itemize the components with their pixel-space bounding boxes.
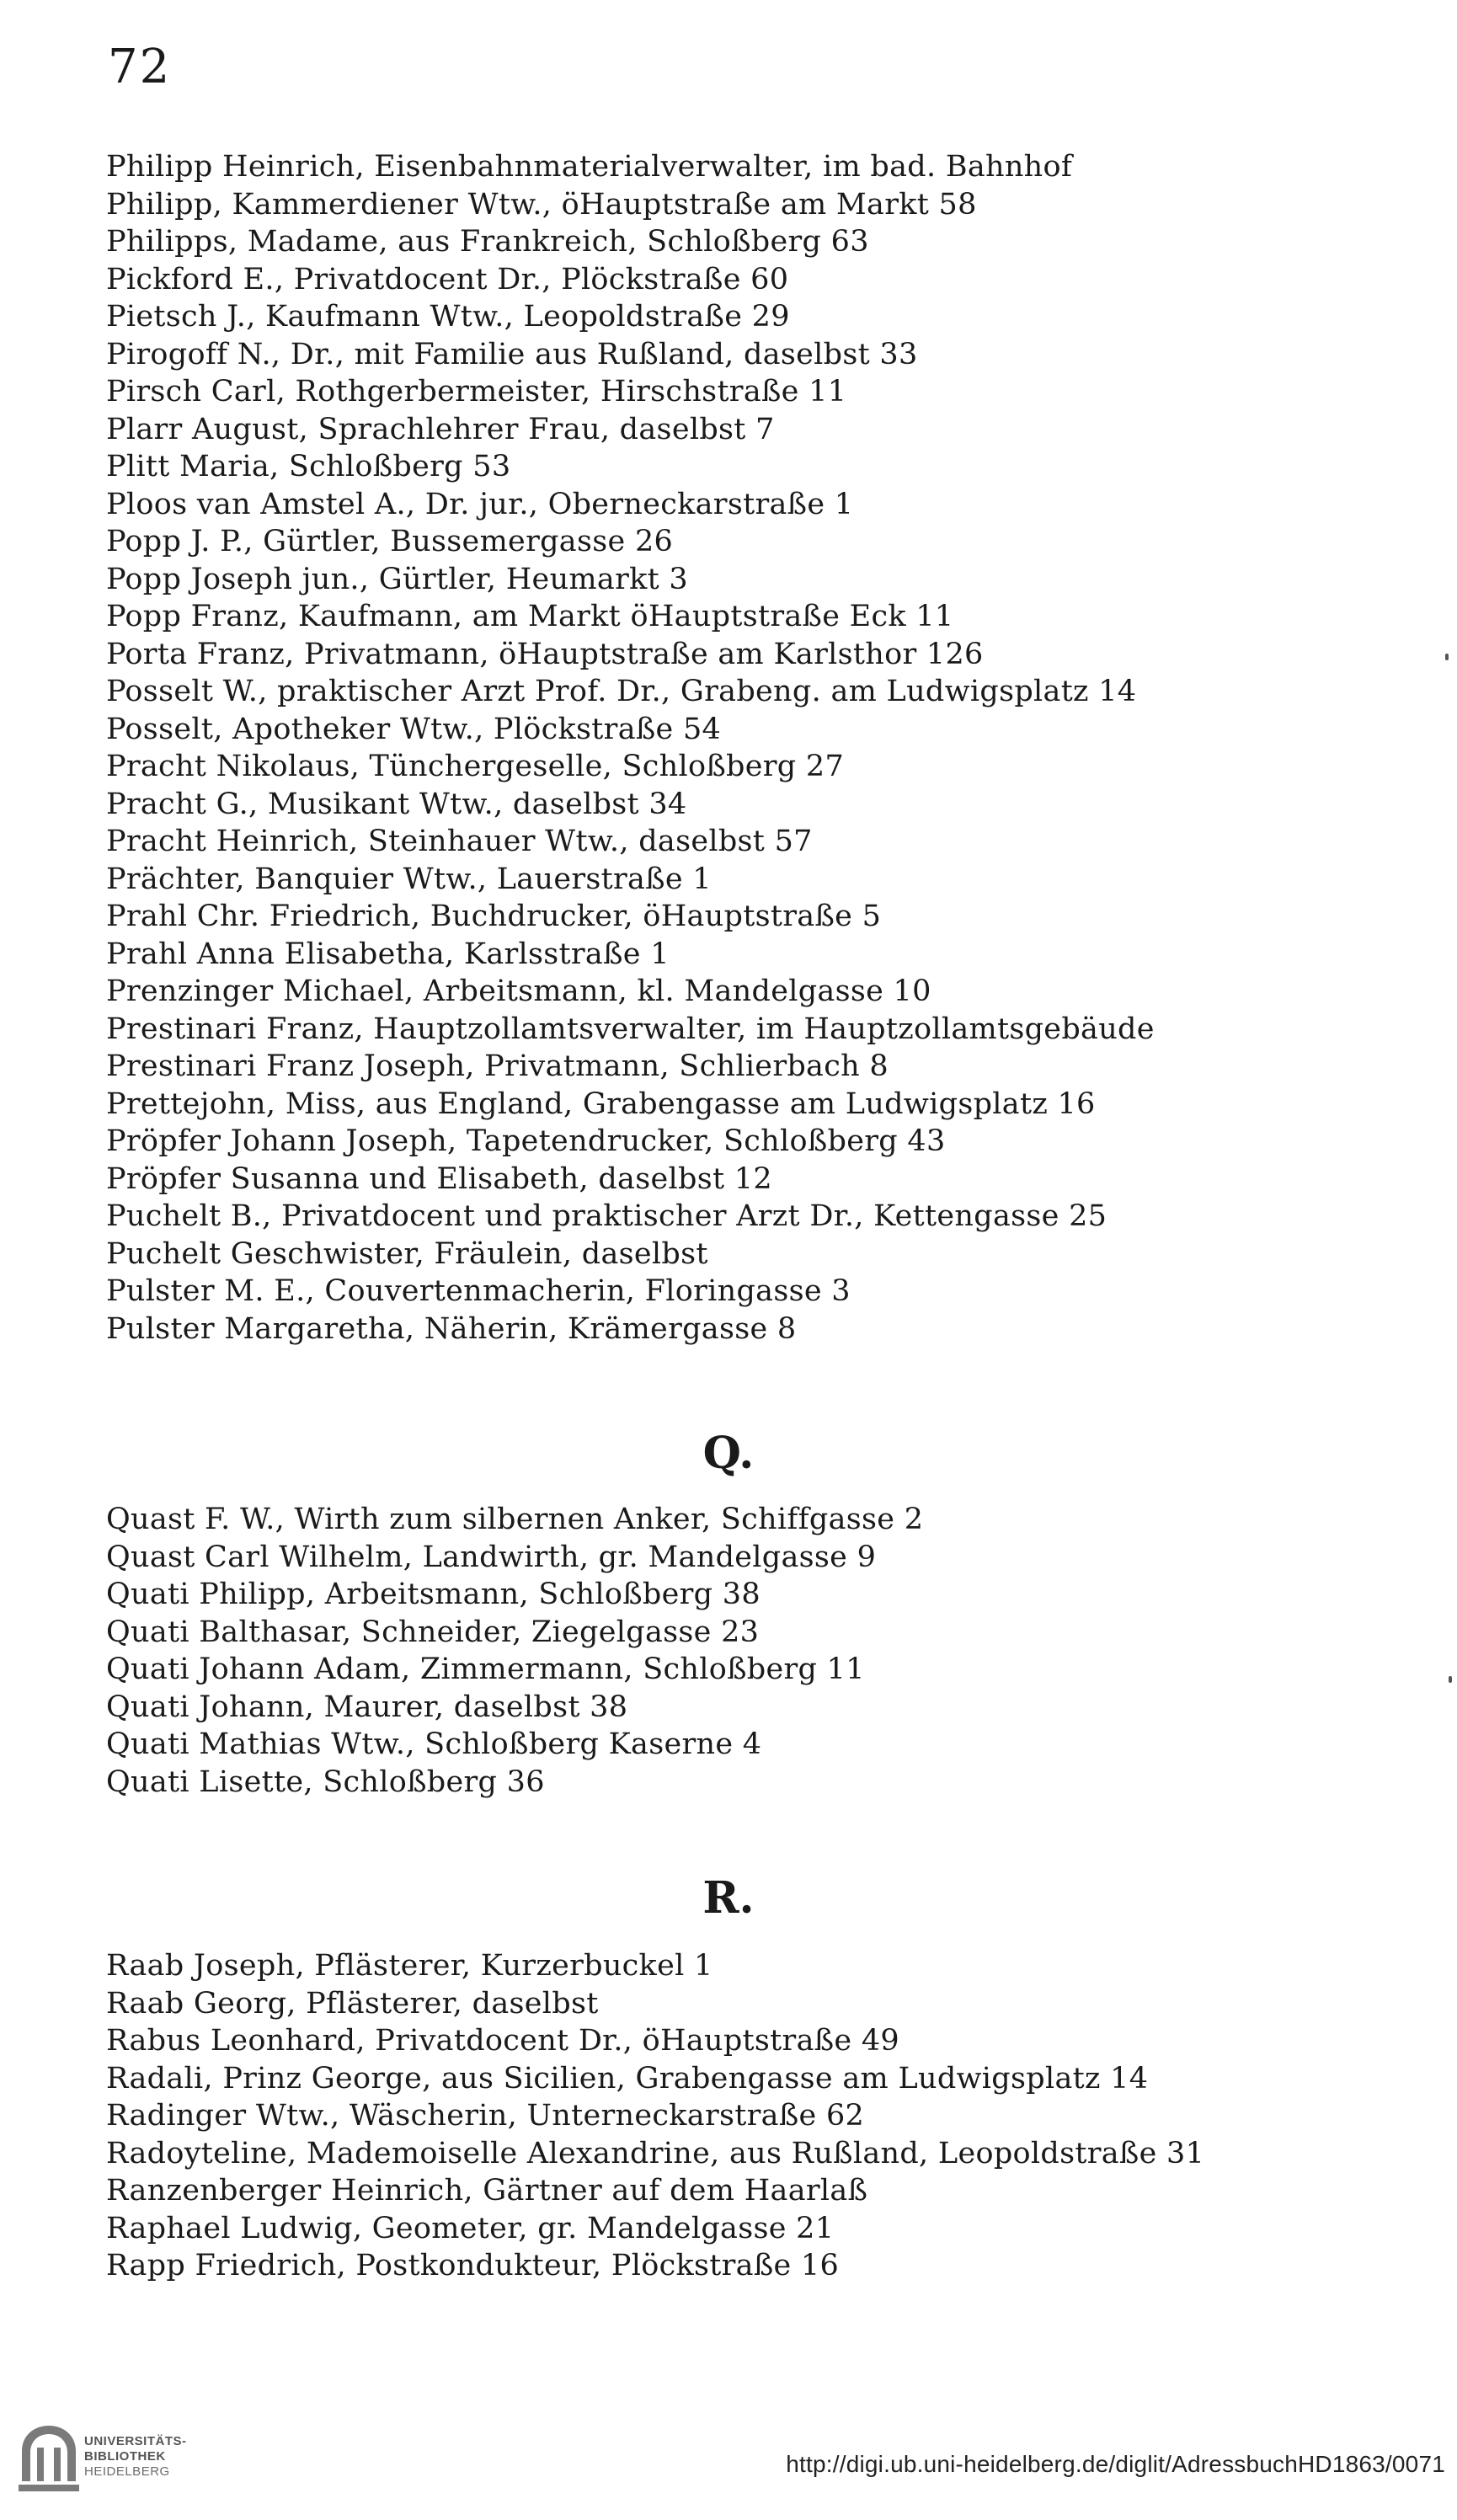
directory-entry: Prestinari Franz Joseph, Privatmann, Schlierbach 8 (106, 1049, 889, 1083)
section-q-list (106, 1501, 1344, 1801)
directory-entry: Puchelt Geschwister, Fräulein, daselbst (106, 1236, 708, 1271)
directory-entry: Ploos van Amstel A., Dr. jur., Oberneckarstraße 1 (106, 487, 854, 521)
directory-entry: Quati Johann Adam, Zimmermann, Schloßberg 11 (106, 1652, 865, 1686)
section-heading-q: Q. (702, 1428, 755, 1479)
directory-entry: Puchelt B., Privatdocent und praktischer Arzt Dr., Kettengasse 25 (106, 1199, 1107, 1233)
directory-entry: Porta Franz, Privatmann, öHauptstraße am Karlsthor 126 (106, 637, 984, 671)
footer (0, 2416, 1457, 2508)
directory-entry: Posselt W., praktischer Arzt Prof. Dr., Grabeng. am Ludwigsplatz 14 (106, 675, 1137, 708)
print-speck (1445, 654, 1449, 660)
directory-entry: Pickford E., Privatdocent Dr., Plöckstraße 60 (106, 262, 789, 296)
directory-entry: Quast F. W., Wirth zum silbernen Anker, Schiffgasse 2 (106, 1503, 924, 1536)
directory-entry: Popp Franz, Kaufmann, am Markt öHauptstraße Eck 11 (106, 600, 954, 633)
directory-entry: Quati Mathias Wtw., Schloßberg Kaserne 4 (106, 1727, 762, 1761)
directory-entry: Pracht G., Musikant Wtw., daselbst 34 (106, 787, 687, 821)
directory-entry: Rabus Leonhard, Privatdocent Dr., öHauptstraße 49 (106, 2024, 899, 2058)
library-name (84, 2434, 187, 2480)
directory-entry: Prettejohn, Miss, aus England, Grabengasse am Ludwigsplatz 16 (106, 1086, 1096, 1121)
section-r-list (106, 1947, 1344, 2285)
directory-entry: Philipps, Madame, aus Frankreich, Schloßberg 63 (106, 225, 869, 259)
directory-entry: Philipp, Kammerdiener Wtw., öHauptstraße am Markt 58 (106, 187, 977, 222)
section-heading-r: R. (702, 1872, 755, 1924)
directory-entry: Rapp Friedrich, Postkondukteur, Plöckstraße 16 (106, 2249, 840, 2282)
directory-entry: Posselt, Apotheker Wtw., Plöckstraße 54 (106, 712, 722, 746)
directory-entry: Pulster M. E., Couvertenmacherin, Floringasse 3 (106, 1274, 851, 1308)
directory-entry: Raab Georg, Pflästerer, daselbst (106, 1986, 599, 2021)
source-url: http://digi.ub.uni-heidelberg.de/diglit/AdressbuchHD1863/0071 (786, 2451, 1445, 2477)
directory-entry: Pulster Margaretha, Näherin, Krämergasse 8 (106, 1311, 797, 1346)
directory-entry: Philipp Heinrich, Eisenbahnmaterialverwalter, im bad. Bahnhof (106, 150, 1073, 184)
library-name-line3: HEIDELBERG (84, 2464, 170, 2479)
print-speck (1449, 1676, 1452, 1683)
directory-entry: Prestinari Franz, Hauptzollamtsverwalter, im Hauptzollamtsgebäude (106, 1012, 1155, 1046)
directory-entry: Prahl Anna Elisabetha, Karlsstraße 1 (106, 937, 670, 971)
directory-entry: Quati Lisette, Schloßberg 36 (106, 1765, 545, 1799)
library-logo-icon (15, 2422, 83, 2495)
section-p-list (106, 148, 1344, 1348)
directory-entry: Plitt Maria, Schloßberg 53 (106, 450, 511, 483)
directory-entry: Raphael Ludwig, Geometer, gr. Mandelgasse 21 (106, 2211, 835, 2245)
directory-entry: Ranzenberger Heinrich, Gärtner auf dem Haarlaß (106, 2174, 868, 2208)
directory-entry: Pröpfer Susanna und Elisabeth, daselbst 12 (106, 1161, 772, 1196)
directory-entry: Quati Philipp, Arbeitsmann, Schloßberg 38 (106, 1578, 761, 1611)
directory-entry: Pirsch Carl, Rothgerbermeister, Hirschstraße 11 (106, 375, 847, 408)
directory-entry: Raab Joseph, Pflästerer, Kurzerbuckel 1 (106, 1949, 713, 1983)
directory-entry: Pröpfer Johann Joseph, Tapetendrucker, Schloßberg 43 (106, 1124, 946, 1158)
directory-entry: Radoyteline, Mademoiselle Alexandrine, aus Rußland, Leopoldstraße 31 (106, 2136, 1205, 2170)
directory-entry: Pietsch J., Kaufmann Wtw., Leopoldstraße 29 (106, 300, 790, 334)
directory-entry: Popp Joseph jun., Gürtler, Heumarkt 3 (106, 562, 688, 596)
directory-entry: Pirogoff N., Dr., mit Familie aus Rußland, daselbst 33 (106, 337, 918, 371)
directory-entry: Quati Balthasar, Schneider, Ziegelgasse 23 (106, 1615, 760, 1649)
directory-entry: Quast Carl Wilhelm, Landwirth, gr. Mandelgasse 9 (106, 1540, 877, 1574)
directory-entry: Radinger Wtw., Wäscherin, Unterneckarstraße 62 (106, 2099, 865, 2133)
directory-entry: Radali, Prinz George, aus Sicilien, Grabengasse am Ludwigsplatz 14 (106, 2061, 1149, 2096)
directory-entry: Plarr August, Sprachlehrer Frau, daselbst 7 (106, 412, 775, 446)
library-name-line2: BIBLIOTHEK (84, 2449, 166, 2464)
library-name-line1: UNIVERSITÄTS- (84, 2434, 187, 2448)
page-number: 72 (108, 40, 172, 94)
directory-entry: Pracht Heinrich, Steinhauer Wtw., daselbst 57 (106, 825, 813, 858)
directory-entry: Prächter, Banquier Wtw., Lauerstraße 1 (106, 862, 712, 896)
directory-entry: Pracht Nikolaus, Tünchergeselle, Schloßberg 27 (106, 750, 845, 783)
directory-entry: Prahl Chr. Friedrich, Buchdrucker, öHauptstraße 5 (106, 900, 882, 933)
directory-entry: Popp J. P., Gürtler, Bussemergasse 26 (106, 525, 674, 558)
directory-entry: Prenzinger Michael, Arbeitsmann, kl. Mandelgasse 10 (106, 974, 931, 1008)
directory-entry: Quati Johann, Maurer, daselbst 38 (106, 1690, 628, 1724)
